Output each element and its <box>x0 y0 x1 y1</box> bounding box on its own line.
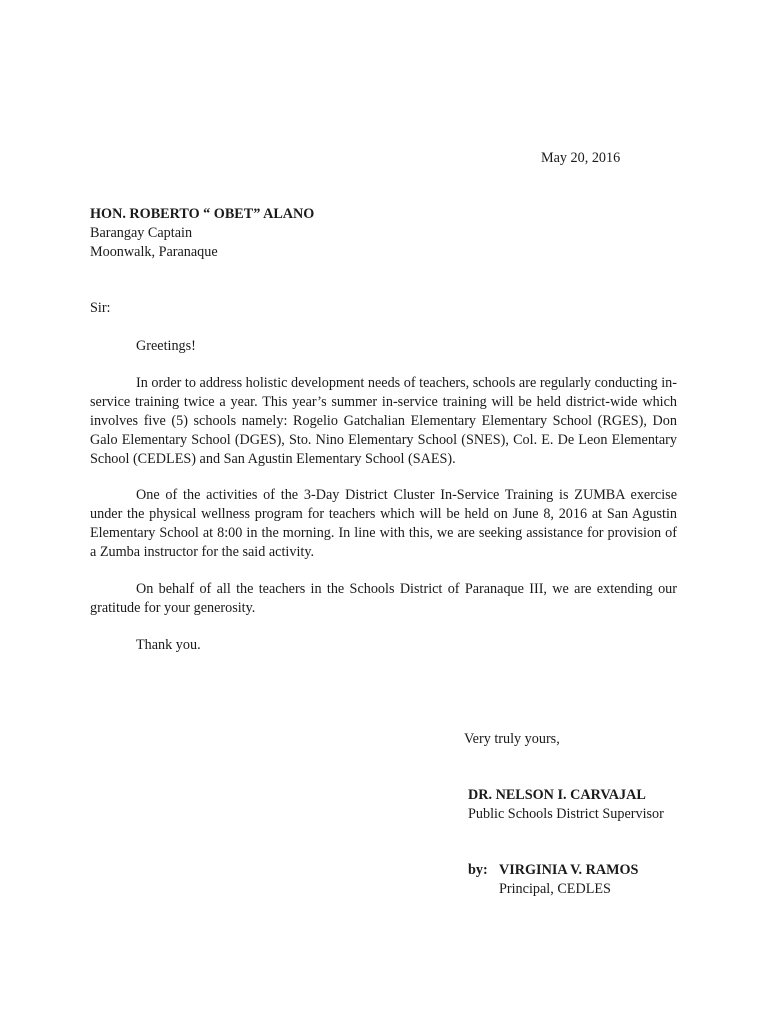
thanks-line: Thank you. <box>136 637 201 653</box>
closing: Very truly yours, <box>464 731 560 747</box>
by-title: Principal, CEDLES <box>499 881 611 897</box>
letter-date: May 20, 2016 <box>541 150 621 166</box>
signatory-name: DR. NELSON I. CARVAJAL <box>468 787 646 803</box>
by-line <box>468 861 638 880</box>
body-paragraph-2-text: One of the activities of the 3-Day District Cluster In-Service Training is ZUMBA exercise under the physical wellness program for teachers which will be held on June 8, 2016 at San Agustin Elementary School at 8:00 in the morning. In line with this, we are seeking assistance for provision of a Zumba instructor for the said activity. <box>90 487 677 560</box>
by-label: by: <box>468 862 488 878</box>
body-paragraph-3-text: On behalf of all the teachers in the Schools District of Paranaque III, we are extending our gratitude for your generosity. <box>90 581 677 616</box>
recipient-address: Moonwalk, Paranaque <box>90 244 218 260</box>
body-paragraph-1-text: In order to address holistic development needs of teachers, schools are regularly conducting in-service training twice a year. This year’s summer in-service training will be held district-wide which involves five (5) schools namely: Rogelio Gatchalian Elementary Elementary School (RGES), Don Galo Elementary School (DGES), Sto. Nino Elementary School (SNES), Col. E. De Leon Elementary School (CEDLES) and San Agustin Elementary School (SAES). <box>90 375 677 467</box>
body-paragraph-3 <box>90 580 677 618</box>
signatory-title: Public Schools District Supervisor <box>468 806 664 822</box>
recipient-title: Barangay Captain <box>90 225 193 241</box>
by-name: VIRGINIA V. RAMOS <box>499 862 639 878</box>
salutation: Sir: <box>90 300 111 316</box>
greeting: Greetings! <box>136 338 196 354</box>
body-paragraph-1 <box>90 374 677 469</box>
body-paragraph-2 <box>90 486 677 562</box>
recipient-name: HON. ROBERTO “ OBET” ALANO <box>90 206 315 222</box>
